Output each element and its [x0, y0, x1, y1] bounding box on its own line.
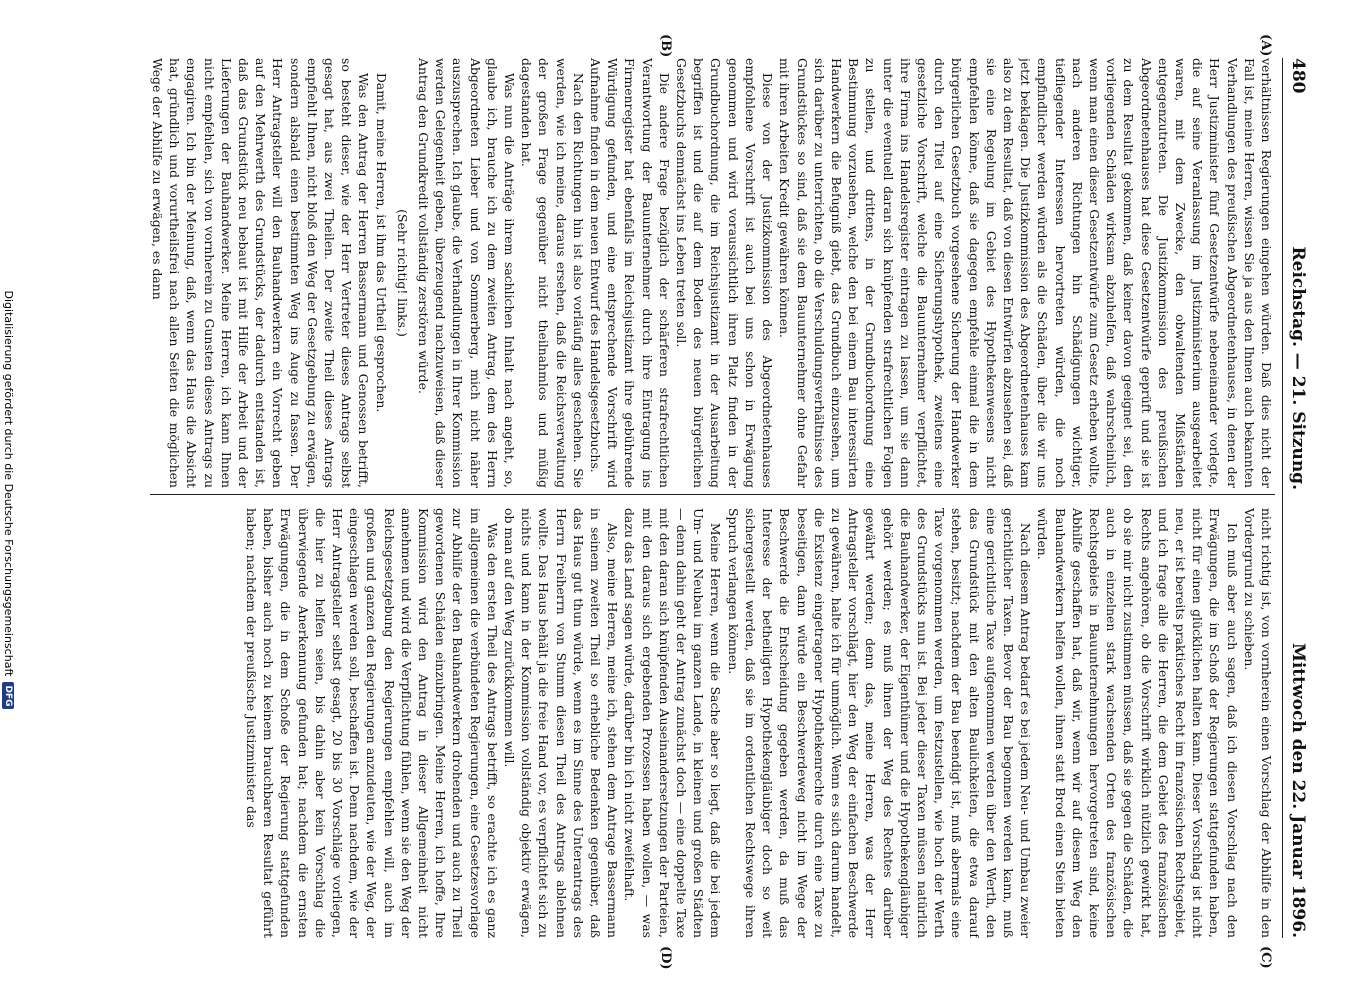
- paragraph: Nach diesem Antrag bedarf es bei jedem Neu- und Umbau zweier gerichtlicher Taxen. Bevor der Bau begonnen werden kann, muß eine gerichtliche Taxe aufgenommen werden über den Werth, den das Grundstück mit den alten Baulichkeiten, die etwa darauf stehen, besitzt; nachdem der Bau beendigt ist, muß abermals eine Taxe vorgenommen werden, um festzustellen, wie hoch der Werth des Grundstücks nun ist. Bei jeder dieser Taxen müssen natürlich die Bauhandwerker, der Eigenthümer und die Hypothekengläubiger gehört werden; es muß ihnen der Weg des Rechtes darüber gewährt werden; denn das, meine Herren, was der Herr Antragsteller vorschlägt, hier den Weg der einfachen Beschwerde zu gewähren, halte ich für unmöglich. Wenn es sich darum handelt, die Existenz eingetragener Hypothekenrechte durch eine Taxe zu beseitigen, dann würde ein Beschwerdeweg nicht im Wege der Beschwerde die Entscheidung gegeben werden, da muß das Interesse der betheiligten Hypothekengläubiger doch so weit sichergestellt werden, daß sie im ordentlichen Rechtswege ihren Spruch verlangen können.: [725, 508, 1034, 938]
- paragraph: Was nun die Anträge ihrem sachlichen Inhalt nach angeht, so, glaube ich, brauche ich zu dem zweiten Antrag, dem des Herrn Abgeordneten Lieber und von Sommerberg, mich nicht näher auszusprechen. Ich glaube, die Verhandlungen in Ihrer Kommission werden Gelegenheit geben, überzeugend nachzuweisen, daß dieser Antrag den Grundkredit vollständig zerstören würde.: [416, 58, 518, 488]
- page-number: 480: [1288, 58, 1308, 94]
- paragraph: Was den Antrag der Herren Bassermann und Genossen betrifft, so besteht dieser, wie der Herr Vertreter dieses Antrags selbst gesagt hat, aus zwei Theilen. Der zweite Theil dieses Antrags empfiehlt Ihnen, nicht bloß den Weg der Gesetzgebung zu erwägen, sondern alsbald einen bestimmten Weg ins Auge zu fassen. Der Herr Antragsteller will den Bauhandwerkern ein Vorrecht geben auf den Mehrwerth des Grundstücks, der dadurch entstanden ist, daß das Grundstück neu bebaut ist mit Hilfe der Arbeit und der Lieferungen der Bauhandwerker. Meine Herren, ich kann Ihnen nicht empfehlen, sich von vornherein zu Gunsten dieses Antrags zu engagiren. Ich bin der Meinung, daß, wenn das Haus die Absicht hat, gründlich und vorurtheilsfrei nach allen Seiten die möglichen Wege der Abhilfe zu erwägen, es dann: [150, 58, 372, 488]
- margin-marker-b: (B): [658, 34, 673, 58]
- paragraph: Also, meine Herren, meine ich, stehen dem Antrage Bassermann in seinem zweiten Theil so erhebliche Bedenken gegenüber, daß das Haus gut thun würde, wenn es im Sinne des Unterantrags des Herrn Freiherrn von Stumm diesen Theil des Antrags ablehnen wollte. Das Haus behält ja die freie Hand vor, es verpflichtet sich zu nichts und kann in der Kommission vollständig objektiv erwägen, ob man auf den Weg zurückkommen will.: [502, 508, 621, 938]
- paragraph: Ich muß aber auch sagen, daß ich diesen Vorschlag nach den Erwägungen, die im Schoß der Regierungen stattgefunden haben, nicht für einen glücklichen halten kann. Dieser Vorschlag ist nicht neu, er ist bereits praktisches Recht im französischen Rechtsgebiet, und ich frage alle die Herren, die dem Gebiet des französischen Rechts angehören, ob die Vorschrift wirklich nützlich gewirkt hat, ob sie mir nicht zustimmen müssen, daß sie gegen die Schäden, die auch in einzelnen stark wachsenden Orten des französischen Rechtsgebiets in Bauunternehmungen hervorgetreten sind, keine Abhilfe geschaffen hat, daß wir, wenn wir auf diesem Weg den Bauhandwerkern helfen wollen, ihnen statt Brod einen Stein bieten würden.: [1035, 508, 1240, 938]
- page-header: [1282, 58, 1313, 938]
- right-column: [150, 508, 1275, 938]
- paragraph: Die andere Frage bezüglich der schärferen strafrechtlichen Verantwortung der Bauunternehmer durch ihre Eintragung ins Firmenregister hat ebenfalls im Reichsjustizamt ihre gebührende Würdigung gefunden, und eine entsprechende Vorschrift wird Aufnahme finden in dem neuen Entwurf des Handelsgesetzbuchs.: [588, 58, 672, 488]
- paragraph: Nach den Richtungen hin ist also vorläufig alles geschehen. Sie werden, wie ich meine, daraus ersehen, daß die Reichsverwaltung der großen Frage gegenüber nicht theilnahmlos und müßig dagestanden hat.: [519, 58, 586, 488]
- paragraph: Damit, meine Herren, ist ihm das Urtheil gesprochen.: [373, 72, 389, 413]
- paragraph: nicht richtig ist, von vornherein einen Vorschlag der Abhilfe in den Vordergrund zu schieben.: [1241, 508, 1274, 938]
- footer-text: Digitalisierung gefördert durch die Deutsche Forschungsgemeinschaft: [2, 290, 15, 677]
- margin-marker-c: (C): [1258, 946, 1273, 969]
- left-column: [150, 58, 1275, 488]
- column-divider: [150, 494, 1275, 495]
- session-date: Mittwoch den 22. Januar 1896.: [1288, 643, 1308, 938]
- digitization-footer: [2, 0, 15, 1000]
- paragraph: Meine Herren, wenn die Sache aber so liegt, daß die bei jedem Um- und Neubau im ganzen Lande, in kleinen und großen Städten — denn dahin geht der Antrag zunächst doch — eine doppelte Taxe mit den daran sich knüpfenden Auseinandersetzungen der Parteien, mit den daraus sich ergebenden Prozessen haben wollen, — was dazu das Land sagen würde, darüber bin ich nicht zweifelhaft.: [622, 508, 724, 938]
- paragraph: Diese von der Justizkommission des Abgeordnetenhauses empfohlene Vorschrift ist auch bei uns schon in Erwägung genommen und wird voraussichtlich ihren Platz finden in der Grundbuchordnung, die im Reichsjustizamt in der Ausarbeitung begriffen ist und die auf dem Boden des neuen bürgerlichen Gesetzbuchs demnächst ins Leben treten soll.: [674, 58, 776, 488]
- dfg-logo: DFG: [3, 682, 15, 709]
- margin-marker-d: (D): [658, 946, 673, 970]
- paragraph: Was den ersten Theil des Antrags betrifft, so erachte ich es ganz im allgemeinen die verbündeten Regierungen, eine Gesetzesvorlage zur Abhilfe der den Bauhandwerkern drohenden und auch zu Theil gewordenen Schäden einzubringen. Meine Herren, ich hoffe, Ihre Kommission wird den Antrag in dieser Allgemeinheit nicht annehmen und wird die Verpflichtung fühlen, wenn sie den Weg der Reichsgesetzgebung den Regierungen empfehlen will, auch im großen und ganzen den Regierungen anzudeuten, wie der Weg, der eingeschlagen werden soll, beschaffen ist. Denn nachdem, wie der Herr Antragsteller selbst gesagt, 20 bis 30 Vorschläge vorliegen, die hier zu helfen seien, bis dahin aber kein Vorschlag die überwiegende Anerkennung gefunden hat; nachdem die ernsten Erwägungen, die in dem Schoße der Regierung stattgefunden haben, bisher auch noch zu keinem brauchbaren Resultat geführt haben; nachdem der preußische Justizminister das: [244, 508, 500, 938]
- margin-marker-a: (A): [1258, 34, 1273, 57]
- interjection: (Sehr richtig! links.): [394, 209, 410, 337]
- paragraph: verhältnissen Regierungen eingehen würden. Daß dies nicht der Fall ist, meine Herren, wissen Sie ja aus den Ihnen auch bekannten Verhandlungen des preußischen Abgeordnetenhauses, in denen der Herr Justizminister fünf Gesetzentwürfe nebeneinander vorlegte, die auf seine Veranlassung im Justizministerium ausgearbeitet waren, mit dem Zwecke, den obwaltenden Mißständen entgegenzutreten. Die Justizkommission des preußischen Abgeordnetenhauses hat diese Gesetzentwürfe geprüft und sie ist zu dem Resultat gekommen, daß keiner davon geeignet sei, den vorliegenden Schäden wirksam abzuhelfen, daß wahrscheinlich, wenn man einen dieser Gesetzentwürfe zum Gesetz erheben wollte, nach anderen Richtungen hin Schädigungen wichtiger, tiefliegender Interessen hervortreten würden, die noch empfindlicher werden würden als die Schäden, über die wir uns jetzt beklagen. Die Justizkommission des Abgeordnetenhauses kam also zu dem Resultat, daß von diesen Entwürfen abzusehen sei, daß sie eine Regelung im Gebiet des Hypothekenwesens nicht empfehlen könne, daß sie dagegen empfehle einmal die in dem bürgerlichen Gesetzbuch vorgesehene Sicherung der Handwerker durch den Titel auf eine Sicherungshypothek, zweitens eine gesetzliche Vorschrift, welche die Bauunternehmer verpflichtet, ihre Firma ins Handelsregister eintragen zu lassen, um sie dann unter die eventuell daran sich knüpfenden strafrechtlichen Folgen zu stellen, und drittens, in der Grundbuchordnung eine Bestimmung vorzusehen, welche den bei einem Bau interessirten Handwerkern die Befugniß giebt, das Grundbuch einzusehen, um sich darüber zu unterrichten, ob die Verschuldungsverhältnisse des Grundstückes so sind, daß sie dem Bauunternehmer ohne Gefahr mit ihren Arbeiten Kredit gewähren können.: [777, 58, 1274, 488]
- session-title: Reichstag. — 21. Sitzung.: [1288, 246, 1308, 490]
